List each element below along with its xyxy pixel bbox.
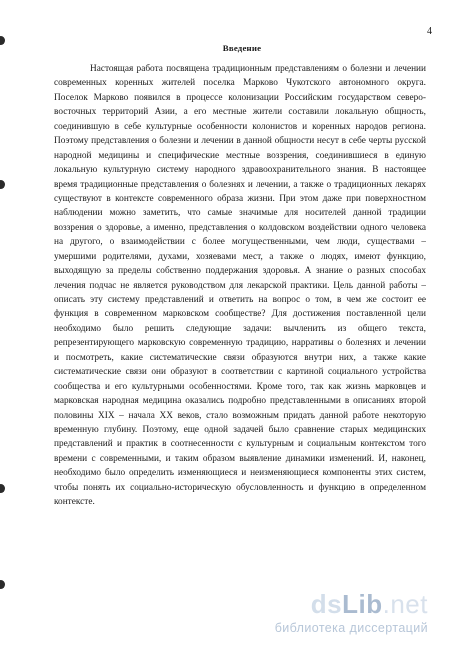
text-line: марковская народная медицина оказались подробно представленными в описаниях второй [54, 396, 426, 407]
watermark-tagline: библиотека диссертаций [274, 621, 428, 635]
text-line: воззрения о здоровье, а именно, представления о колдовском воздействии одного человека [54, 222, 426, 233]
text-line: времени с современными, и таким образом выявление динамики изменений. И, наконец, [54, 453, 426, 464]
text-line: время традиционные представления о болезнях и лечении, а также о традиционных лекарях [54, 179, 426, 190]
text-line: представлений и практик в соотнесенности с культурным и социальным контекстом того [54, 439, 426, 450]
text-line: лечения подчас не является руководством для лекарской практики. Цель данной работы – [54, 280, 426, 291]
text-line: наблюдении можно заметить, что самые значимые для носителей данной традиции [54, 208, 426, 219]
text-line: Поэтому представления о болезни и лечении в данной общности несут в себе черты русской [54, 136, 426, 147]
logo-net: .net [382, 589, 428, 619]
text-line: необходимо было определить изменяющиеся и неизменяющиеся компоненты этих систем, [54, 468, 426, 479]
text-line: существуют в контексте современного образа жизни. При этом даже при поверхностном [54, 193, 426, 204]
binding-hole-mark [0, 484, 5, 493]
text-line: чтобы понять их социально-историческую обусловленность и функцию в определенном [54, 482, 426, 493]
logo-lib: Lib [342, 589, 383, 619]
text-line: необходимо было решить следующие задачи: вычленить из общего текста, [54, 323, 426, 334]
text-line: временную глубину. Поэтому, еще одной задачей было сравнение старых медицинских [54, 424, 426, 435]
page-number: 4 [427, 26, 432, 37]
section-title: Введение [222, 43, 262, 53]
body-text [54, 62, 426, 510]
text-line: выходящую за пределы собственно поддержания здоровья. А знание о разных способах [54, 266, 426, 277]
text-line: репрезентирующего марковскую современную традицию, нарративы о болезнях и лечении [54, 338, 426, 349]
text-line: функция в современном марковском сообществе? Для достижения поставленной цели [54, 309, 426, 320]
logo-ds: ds [310, 589, 343, 619]
text-line: локальную культурную систему народного здравоохранительного знания. В настоящее [54, 165, 426, 176]
text-line: Поселок Марково появился в процессе колонизации Российским государством северо- [54, 92, 426, 103]
text-line: на другого, о взаимодействии с более могущественными, чем люди, существами – [54, 237, 426, 248]
text-line: народной медицины и специфические местные воззрения, соединившиеся в единую [54, 150, 426, 161]
text-line: соединившую в себе культурные особенности колонистов и коренных народов региона. [54, 121, 426, 132]
binding-hole-mark [0, 180, 5, 189]
text-line: половины XIX – начала XX веков, стало возможным придать данной работе некоторую [54, 410, 426, 421]
dslib-logo [311, 589, 428, 620]
text-line: современных коренных жителей поселка Марково Чукотского автономного округа. [54, 78, 426, 89]
text-line: описать эту систему представлений и ответить на вопрос о том, в чем же состоит ее [54, 295, 426, 305]
text-line: сообщества и его культурными особенностями. Кроме того, так как жизнь марковцев и [54, 381, 426, 392]
text-line: систематические связи они образуют в соответствии с картиной социального устройства [54, 367, 426, 378]
text-line: восточных территорий Азии, а его местные жители составили локальную общность, [54, 107, 426, 118]
text-line: Настоящая работа посвящена традиционным представлениям о болезни и лечении [90, 64, 426, 74]
dslib-watermark [223, 589, 438, 635]
text-line: и посмотреть, какие систематические связи образуются внутри них, а также какие [54, 352, 426, 363]
text-line: умершими родителями, духами, хозяевами мест, а также о людях, имеют функцию, [54, 251, 426, 262]
binding-hole-mark [0, 580, 5, 589]
text-line: контексте. [54, 497, 95, 508]
